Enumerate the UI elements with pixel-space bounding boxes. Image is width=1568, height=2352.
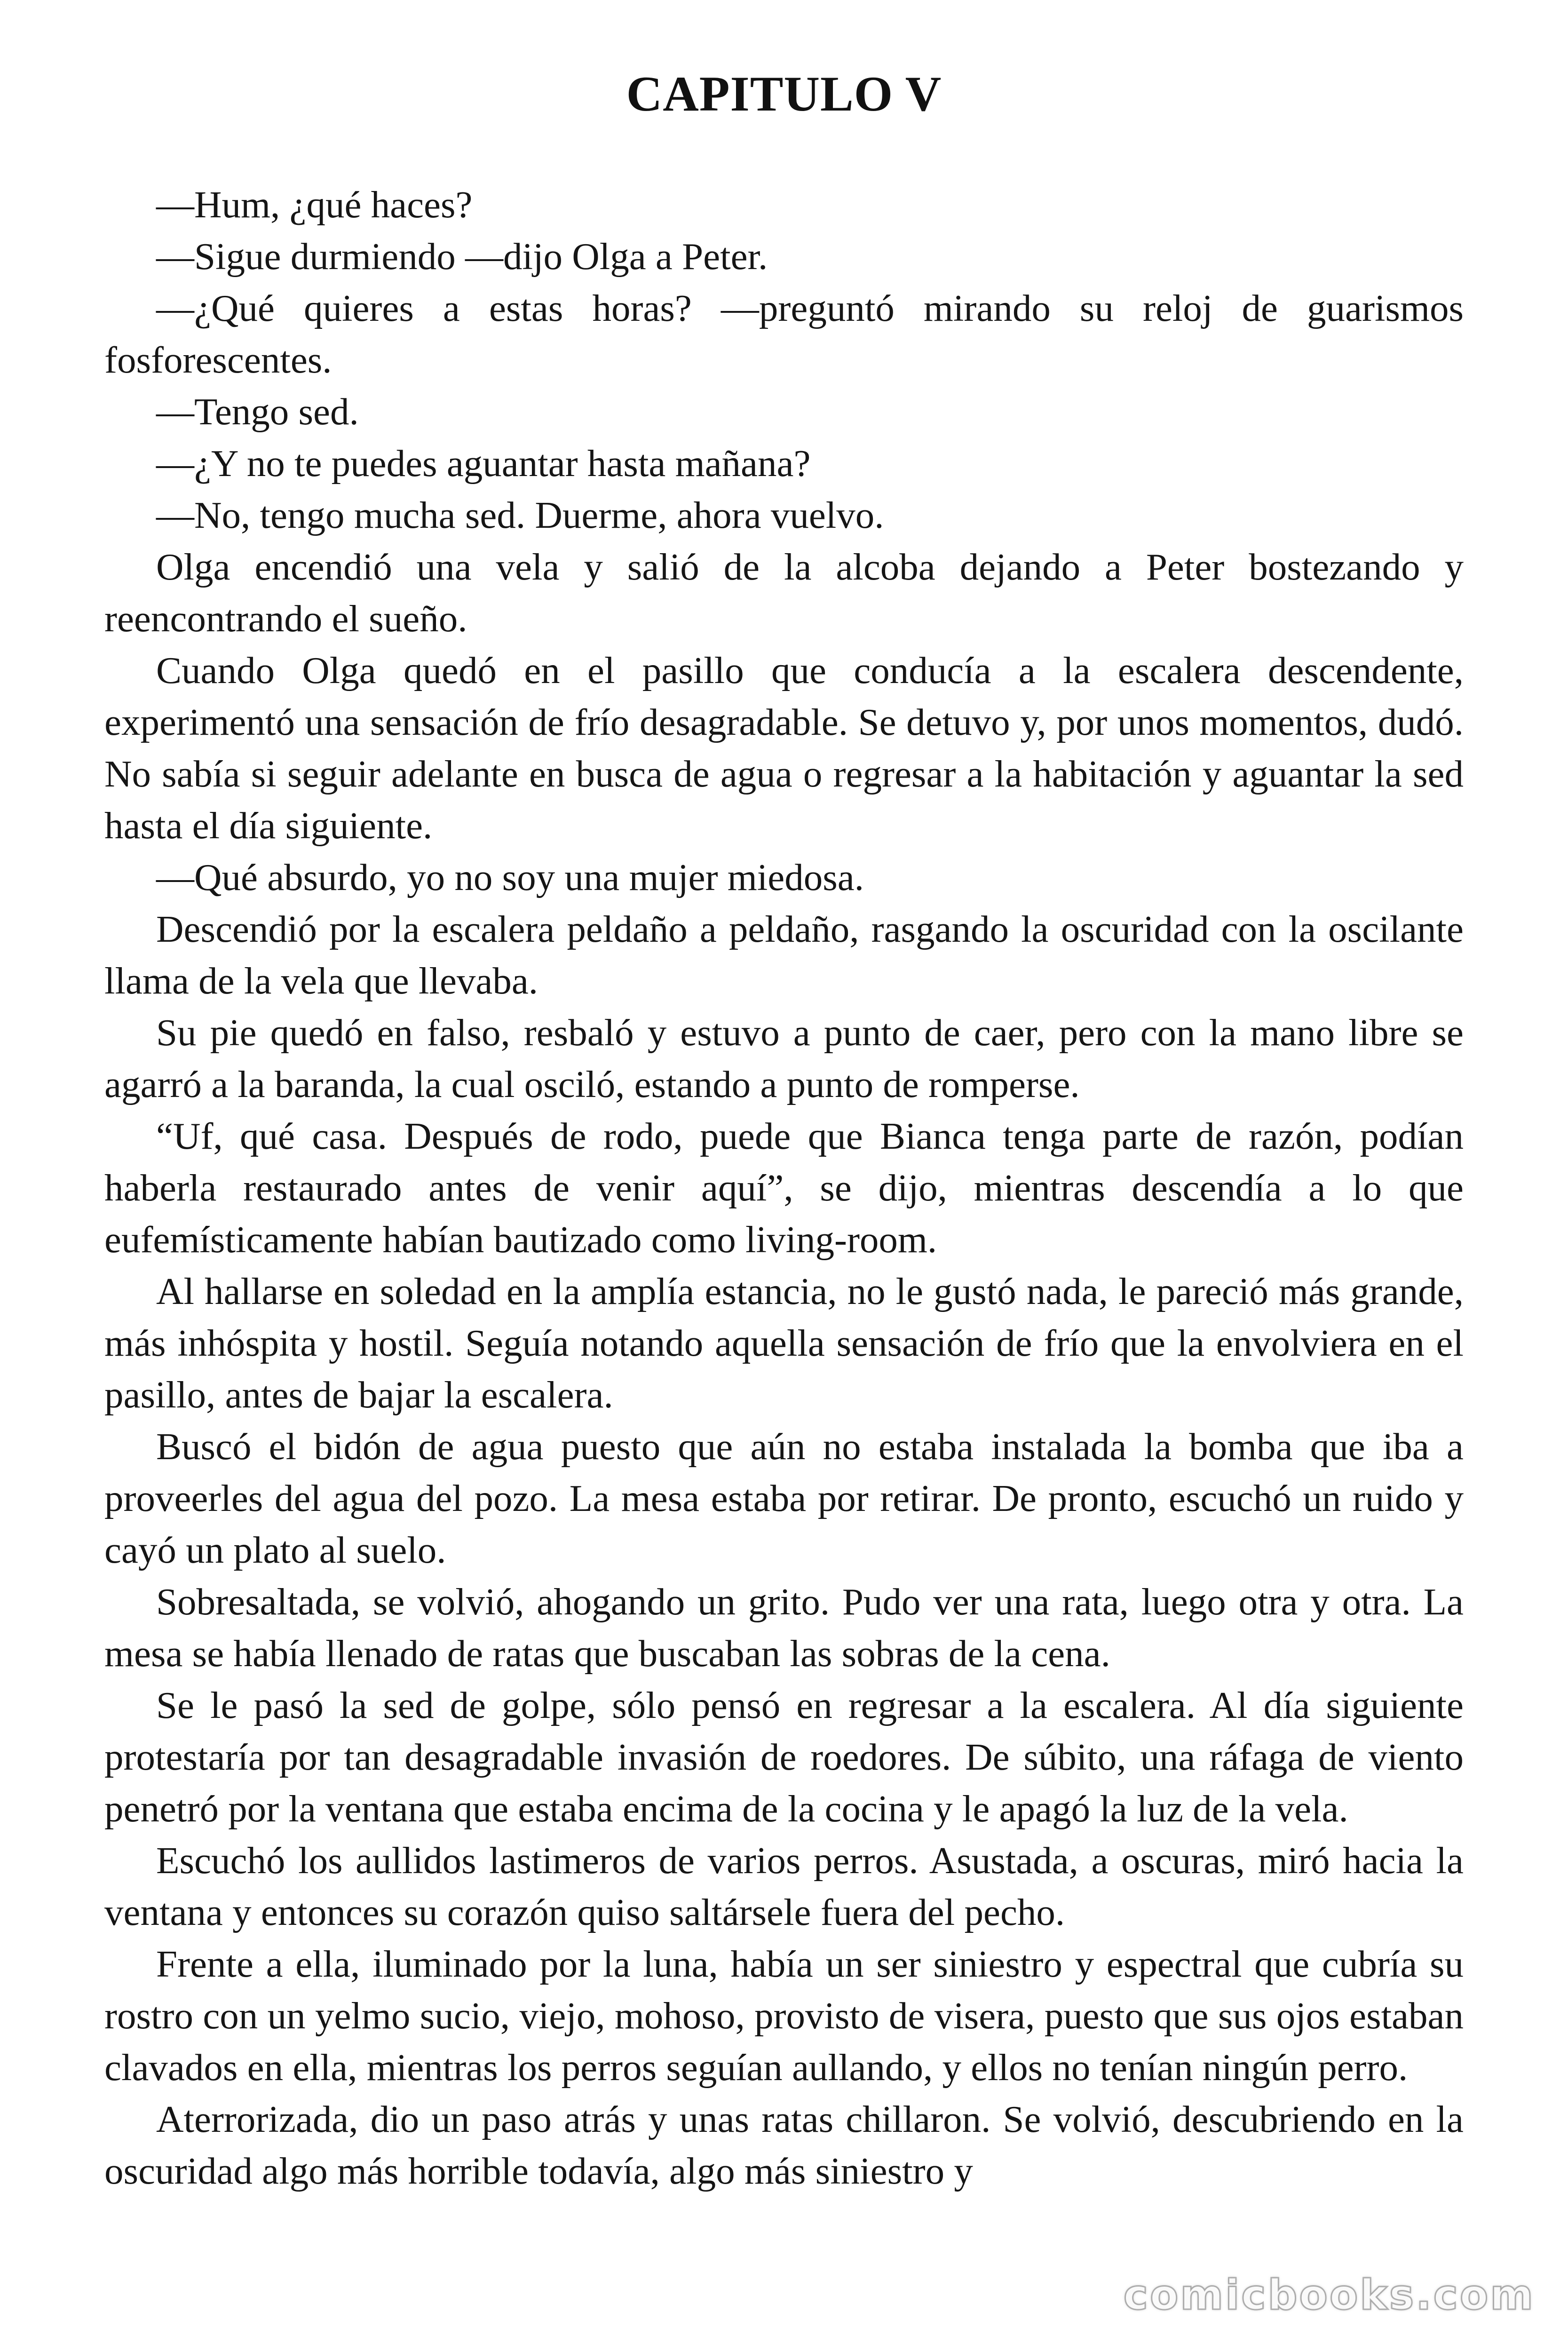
chapter-body bbox=[104, 179, 1464, 2197]
paragraph: Escuchó los aullidos lastimeros de varios perros. Asustada, a oscuras, miró hacia la ventana y entonces su corazón quiso saltársele fuera del pecho. bbox=[104, 1839, 1464, 1933]
chapter-title: CAPITULO V bbox=[626, 66, 942, 121]
paragraph: “Uf, qué casa. Después de rodo, puede que Bianca tenga parte de razón, podían haberla restaurado antes de venir aquí”, se dijo, mientras descendía a lo que eufemísticamente habían bautizado como living-room. bbox=[104, 1115, 1464, 1261]
watermark-logo: comicbooks.com bbox=[1119, 2271, 1540, 2319]
paragraph: —Qué absurdo, yo no soy una mujer miedosa. bbox=[156, 856, 864, 898]
paragraph: —Tengo sed. bbox=[156, 390, 359, 433]
paragraph: —¿Qué quieres a estas horas? —preguntó mirando su reloj de guarismos fosforescentes. bbox=[104, 287, 1464, 381]
paragraph: Buscó el bidón de agua puesto que aún no estaba instalada la bomba que iba a proveerles del agua del pozo. La mesa estaba por retirar. De pronto, escuchó un ruido y cayó un plato al suelo. bbox=[104, 1425, 1464, 1571]
paragraph: —¿Y no te puedes aguantar hasta mañana? bbox=[156, 442, 811, 485]
paragraph: —Sigue durmiendo —dijo Olga a Peter. bbox=[156, 235, 768, 278]
paragraph: Descendió por la escalera peldaño a peldaño, rasgando la oscuridad con la oscilante llama de la vela que llevaba. bbox=[104, 908, 1464, 1002]
paragraph: —No, tengo mucha sed. Duerme, ahora vuelvo. bbox=[156, 494, 884, 536]
paragraph: Aterrorizada, dio un paso atrás y unas ratas chillaron. Se volvió, descubriendo en la oscuridad algo más horrible todavía, algo más siniestro y bbox=[104, 2098, 1464, 2192]
paragraph: Olga encendió una vela y salió de la alcoba dejando a Peter bostezando y reencontrando el sueño. bbox=[104, 546, 1464, 640]
paragraph: Frente a ella, iluminado por la luna, había un ser siniestro y espectral que cubría su rostro con un yelmo sucio, viejo, mohoso, provisto de visera, puesto que sus ojos estaban clavados en ella, mientras los perros seguían aullando, y ellos no tenían ningún perro. bbox=[104, 1943, 1464, 2089]
paragraph: Sobresaltada, se volvió, ahogando un grito. Pudo ver una rata, luego otra y otra. La mesa se había llenado de ratas que buscaban las sobras de la cena. bbox=[104, 1581, 1464, 1675]
paragraph: Se le pasó la sed de golpe, sólo pensó en regresar a la escalera. Al día siguiente protestaría por tan desagradable invasión de roedores. De súbito, una ráfaga de viento penetró por la ventana que estaba encima de la cocina y le apagó la luz de la vela. bbox=[104, 1684, 1464, 1830]
paragraph: Cuando Olga quedó en el pasillo que conducía a la escalera descendente, experimentó una sensación de frío desagradable. Se detuvo y, por unos momentos, dudó. No sabía si seguir adelante en busca de agua o regresar a la habitación y aguantar la sed hasta el día siguiente. bbox=[104, 649, 1464, 847]
paragraph: Al hallarse en soledad en la amplía estancia, no le gustó nada, le pareció más grande, más inhóspita y hostil. Seguía notando aquella sensación de frío que la envolviera en el pasillo, antes de bajar la escalera. bbox=[104, 1270, 1464, 1416]
paragraph: —Hum, ¿qué haces? bbox=[156, 183, 473, 226]
paragraph: Su pie quedó en falso, resbaló y estuvo a punto de caer, pero con la mano libre se agarró a la baranda, la cual osciló, estando a punto de romperse. bbox=[104, 1011, 1464, 1105]
